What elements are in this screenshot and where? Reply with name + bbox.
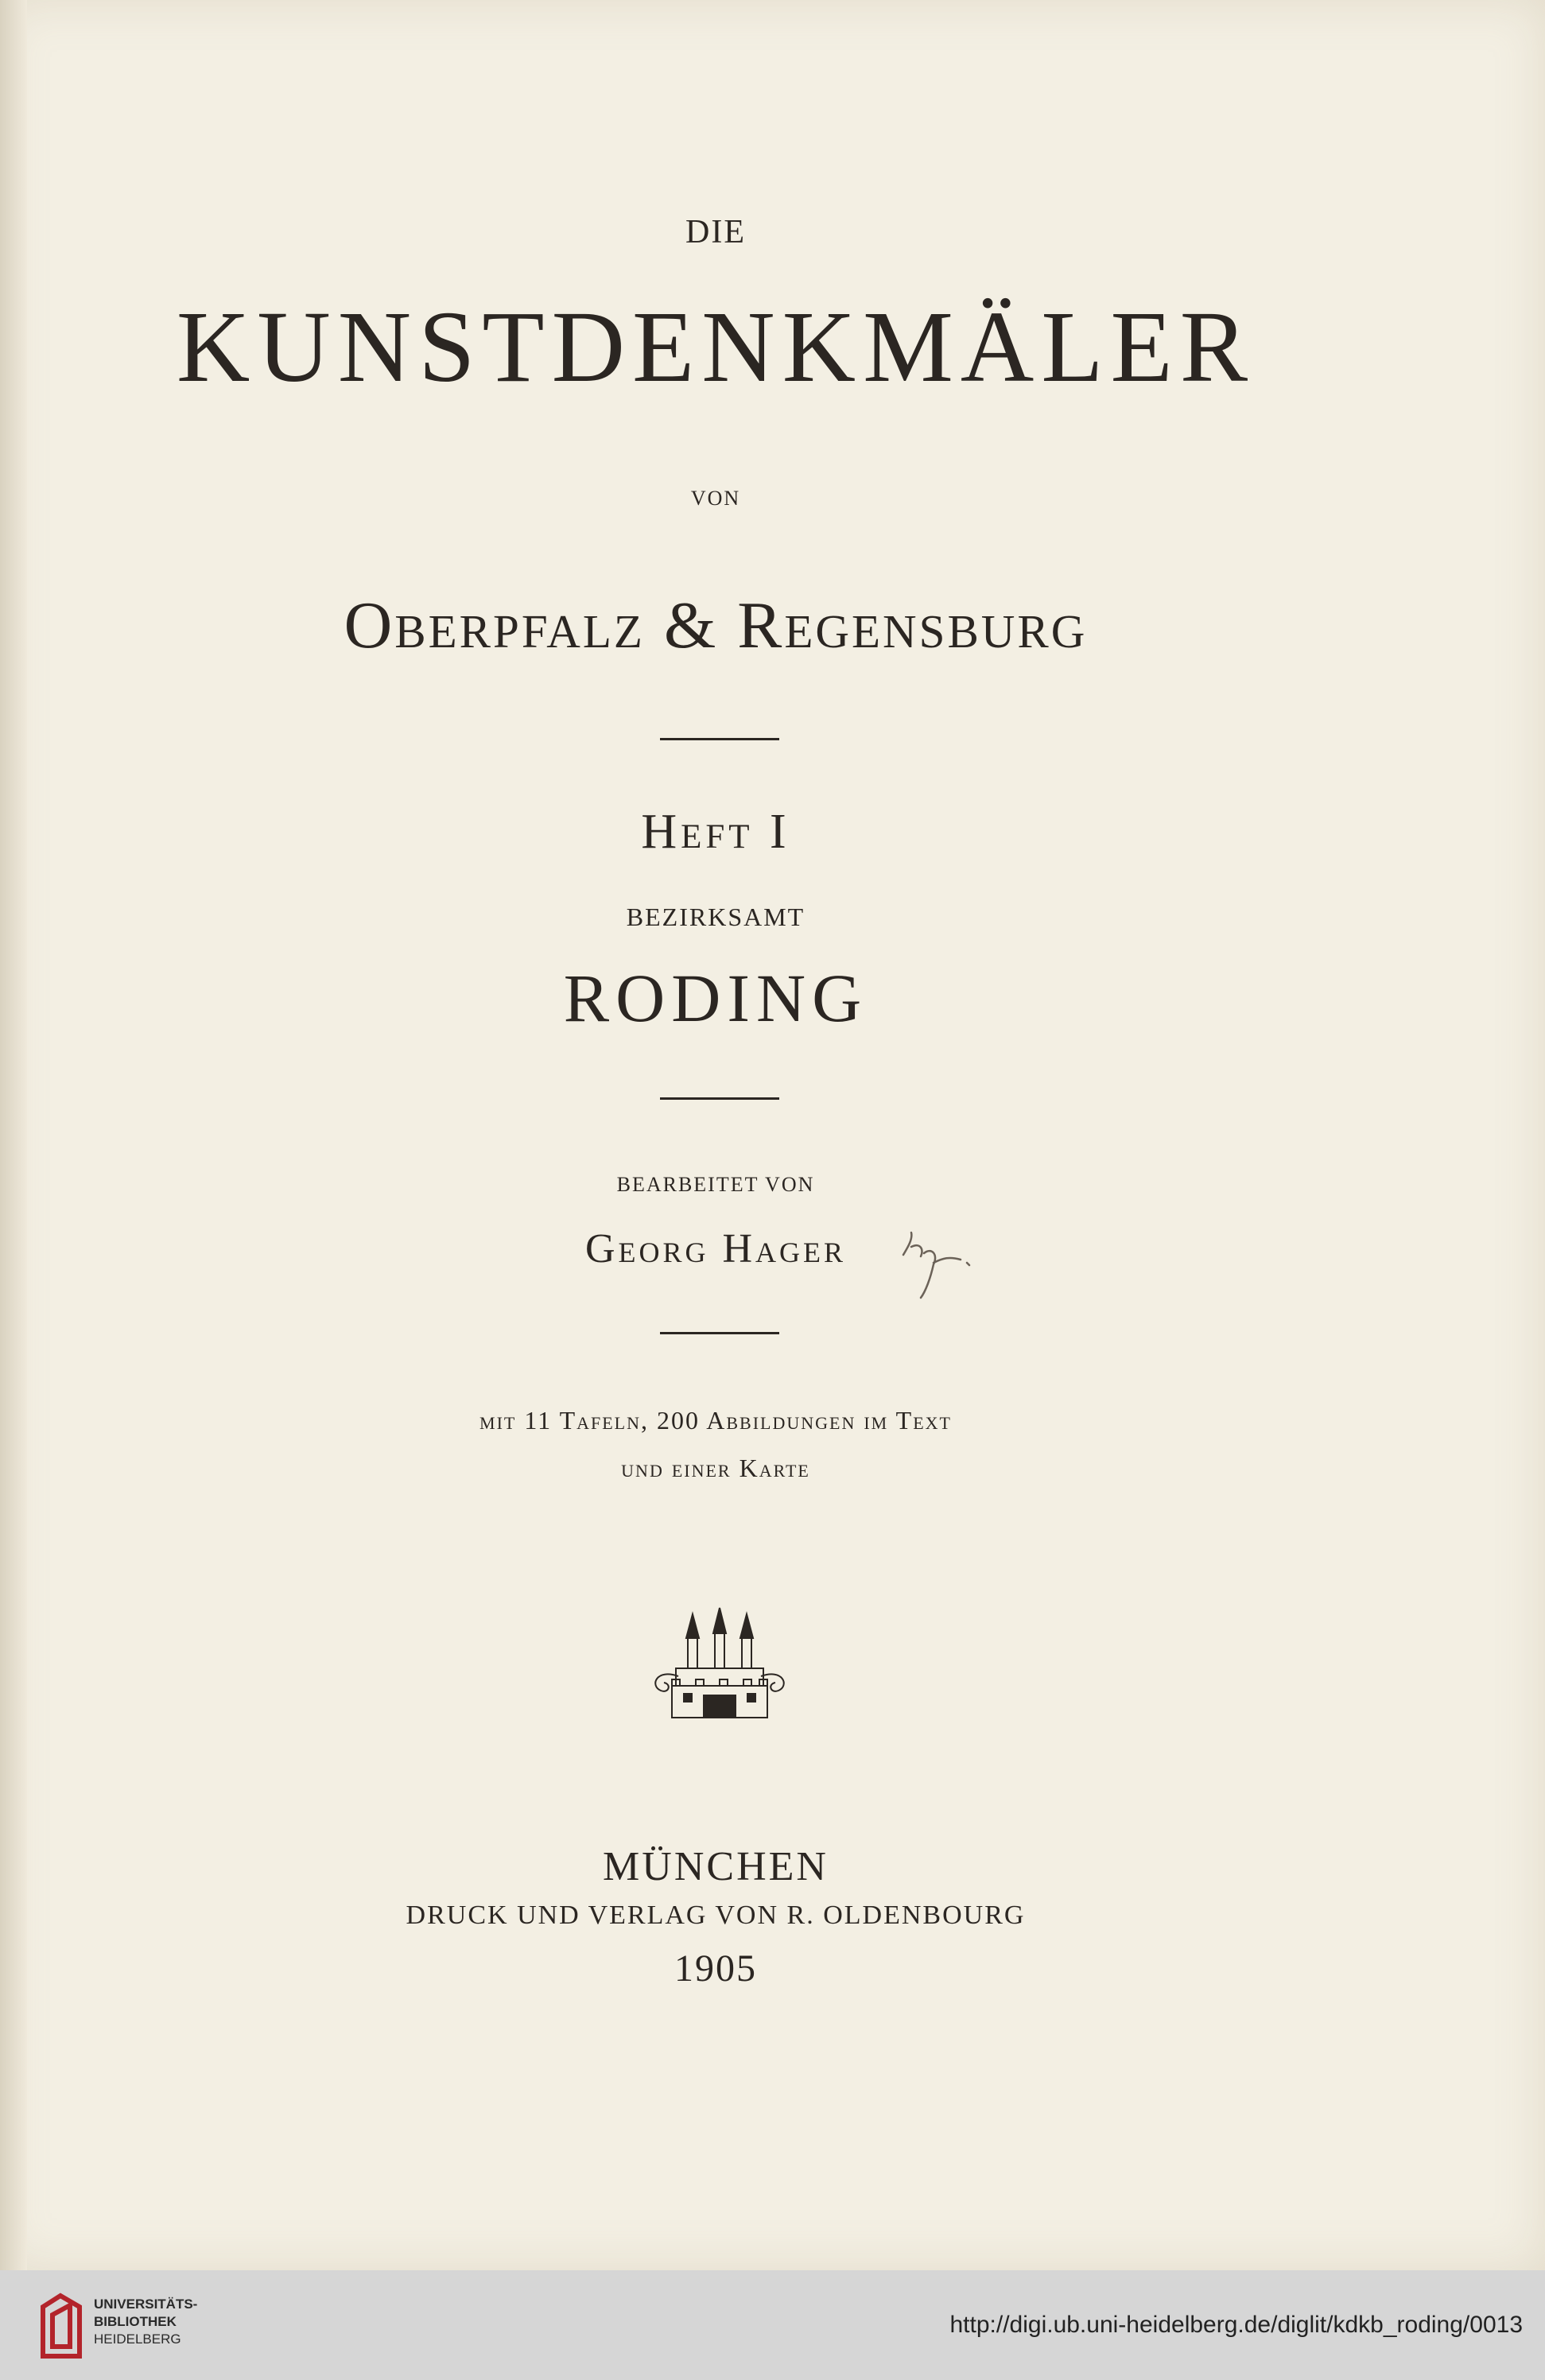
divider-rule <box>660 1097 779 1100</box>
region-title: Oberpfalz & Regensburg <box>344 588 1088 662</box>
library-name-line: BIBLIOTHEK <box>94 2314 177 2329</box>
district-name: RODING <box>563 960 868 1036</box>
edited-by-label: BEARBEITET VON <box>616 1173 815 1196</box>
volume-label: Heft I <box>641 805 790 859</box>
title-article: DIE <box>685 214 746 250</box>
title-von: VON <box>690 487 741 510</box>
handwritten-signature <box>897 1215 992 1303</box>
library-name <box>94 2296 197 2348</box>
illustrations-note-2: und einer Karte <box>621 1454 810 1482</box>
library-logo-icon <box>37 2283 86 2364</box>
source-url-link[interactable]: http://digi.ub.uni-heidelberg.de/diglit/kdkb_roding/0013 <box>949 2312 1523 2338</box>
divider-rule <box>660 738 779 740</box>
author-name: Georg Hager <box>584 1226 847 1272</box>
publication-year: 1905 <box>674 1947 757 1990</box>
library-name-line: HEIDELBERG <box>94 2331 181 2347</box>
publisher: DRUCK UND VERLAG VON R. OLDENBOURG <box>406 1901 1026 1930</box>
main-title: KUNSTDENKMÄLER <box>176 290 1256 403</box>
castle-emblem-icon <box>640 1606 799 1726</box>
illustrations-note-1: mit 11 Tafeln, 200 Abbildungen im Text <box>479 1406 952 1435</box>
divider-rule <box>660 1332 779 1334</box>
publication-place: MÜNCHEN <box>603 1844 829 1889</box>
library-name-line: UNIVERSITÄTS- <box>94 2297 198 2312</box>
district-label: BEZIRKSAMT <box>626 903 805 931</box>
viewer-footer-bar <box>0 2270 1545 2380</box>
